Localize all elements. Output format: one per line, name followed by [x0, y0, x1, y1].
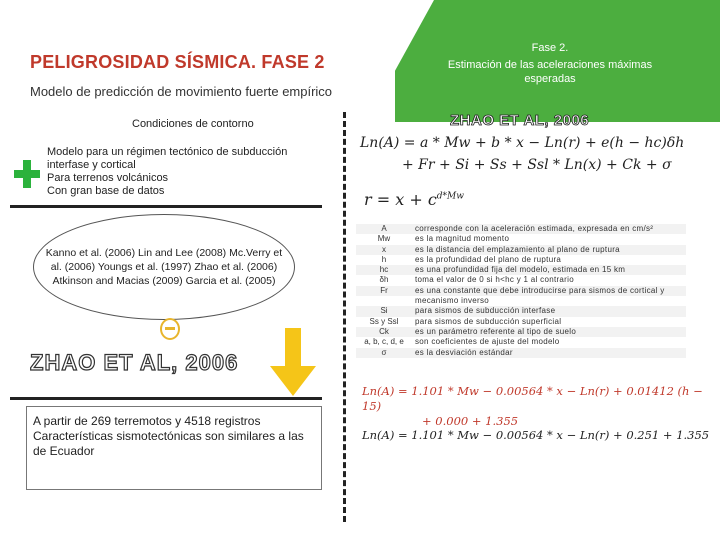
distance-equation-exponent: d*Mw: [436, 191, 464, 202]
fitted-equation-black: Ln(A) = 1.101 * Mw − 0.00564 * x − Ln(r) + 0.251 + 1.355: [362, 428, 710, 442]
legend-row: [356, 265, 686, 275]
legend-description: es la distancia del emplazamiento al plano de ruptura: [412, 245, 686, 255]
advantages-list: [47, 146, 287, 198]
legend-row: [356, 327, 686, 337]
legend-symbol: [356, 296, 412, 306]
legend-description: son coeficientes de ajuste del modelo: [415, 337, 560, 347]
vertical-dashed-divider: [343, 112, 346, 522]
legend-description: es un parámetro referente al tipo de suelo: [412, 327, 686, 337]
page-subtitle: Modelo de predicción de movimiento fuerte empírico: [30, 84, 333, 99]
legend-row: [356, 255, 686, 265]
legend-description: para sismos de subducción superficial: [415, 316, 562, 326]
legend-symbol: Mw: [377, 234, 391, 244]
legend-row: [356, 296, 686, 306]
legend-symbol: Ck: [356, 327, 412, 337]
legend-symbol: σ: [356, 348, 412, 358]
divider-line: [10, 205, 322, 208]
divider-line: [10, 397, 322, 400]
equation-line: + Fr + Si + Ss + Ssl * Ln(x) + Ck + σ: [402, 157, 672, 173]
fitted-equation-red: [362, 384, 720, 429]
distance-equation-base: r = x + c: [364, 190, 437, 209]
phase-description: Estimación de las aceleraciones máximas esperadas: [447, 59, 653, 85]
equation-line: + 0.000 + 1.355: [422, 414, 519, 428]
page-title: PELIGROSIDAD SÍSMICA. FASE 2: [30, 52, 325, 72]
advantage-item: Modelo para un régimen tectónico de subducción: [47, 146, 288, 158]
advantage-item: Con gran base de datos: [47, 185, 165, 197]
legend-symbol: a, b, c, d, e: [364, 337, 404, 347]
legend-description: es la magnitud momento: [415, 234, 510, 244]
legend-row: [356, 337, 686, 347]
dataset-description-box: A partir de 269 terremotos y 4518 registros Características sismotectónicas son similares a las de Ecuador: [26, 406, 322, 490]
phase-label: Fase 2.: [531, 42, 569, 54]
legend-row: [356, 224, 686, 234]
legend-row: [356, 286, 686, 296]
advantage-item: interfase y cortical: [47, 159, 136, 171]
legend-description: corresponde con la aceleración estimada, expresada en cm/s²: [412, 224, 686, 234]
legend-row: [356, 275, 686, 285]
down-arrow-icon: [268, 328, 318, 398]
zhao-equation: [360, 132, 684, 176]
legend-symbol: Ss y Ssl: [369, 316, 399, 326]
legend-symbol: Si: [356, 306, 412, 316]
variables-legend-table: [356, 224, 686, 358]
legend-description: es la profundidad del plano de ruptura: [415, 254, 562, 264]
equation-line: Ln(A) = a * Mw + b * x − Ln(r) + e(h − hc)δh: [360, 135, 685, 151]
references-ellipse: Kanno et al. (2006) Lin and Lee (2008) Mc.Verry et al. (2006) Youngs et al. (1997) Zhao et al. (2006) Atkinson and Macias (2009) Garcia et al. (2005): [33, 214, 295, 320]
legend-row: [356, 306, 686, 316]
advantage-item: Para terrenos volcánicos: [47, 172, 169, 184]
legend-description: es una profundidad fija del modelo, estimada en 15 km: [412, 265, 686, 275]
legend-symbol: x: [356, 245, 412, 255]
legend-description: mecanismo inverso: [415, 296, 490, 306]
legend-description: es la desviación estándar: [412, 348, 686, 358]
zhao-heading-right: ZHAO ET AL, 2006: [450, 112, 590, 129]
legend-symbol: h: [381, 254, 387, 264]
legend-symbol: δh: [379, 275, 389, 285]
legend-description: para sismos de subducción interfase: [412, 306, 686, 316]
distance-equation: [364, 190, 464, 209]
zhao-heading-left: ZHAO ET AL, 2006: [30, 350, 239, 375]
plus-icon: [14, 160, 40, 188]
legend-symbol: A: [356, 224, 412, 234]
legend-description: toma el valor de 0 si h<hc y 1 al contrario: [415, 275, 574, 285]
legend-row: [356, 317, 686, 327]
minus-icon: [160, 318, 180, 340]
equation-line: Ln(A) = 1.101 * Mw − 0.00564 * x − Ln(r) + 0.01412 (h − 15): [362, 384, 703, 413]
legend-symbol: hc: [356, 265, 412, 275]
legend-row: [356, 245, 686, 255]
boundary-conditions-heading: Condiciones de contorno: [132, 118, 254, 130]
legend-description: es una constante que debe introducirse para sismos de cortical y: [412, 286, 686, 296]
legend-row: [356, 234, 686, 244]
legend-symbol: Fr: [356, 286, 412, 296]
legend-row: [356, 348, 686, 358]
